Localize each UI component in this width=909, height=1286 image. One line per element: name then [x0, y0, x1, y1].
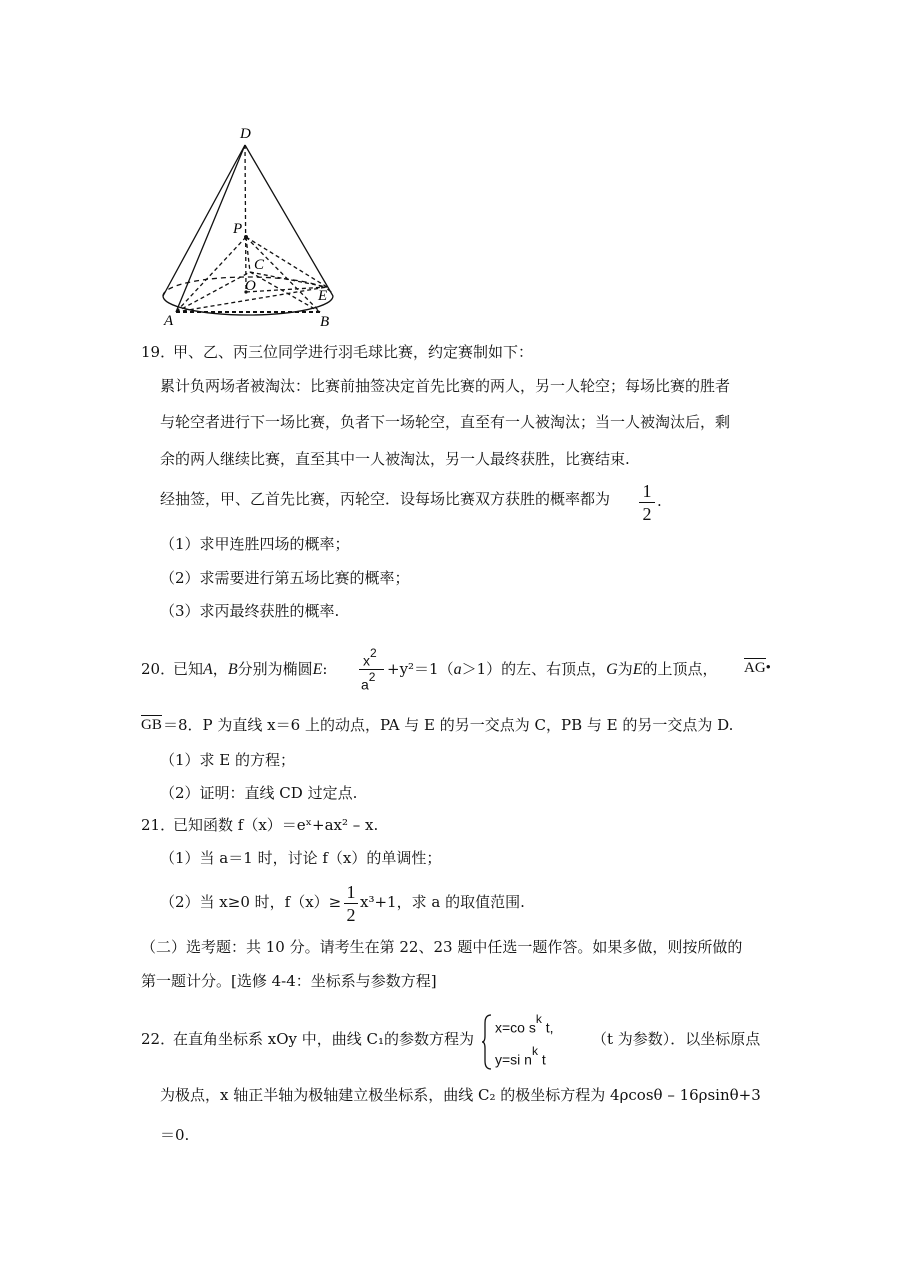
- q19-part3: （3）求丙最终获胜的概率.: [160, 602, 340, 620]
- q22-eq2-main: y=si n: [495, 1051, 532, 1068]
- q19-setup-end: .: [657, 492, 662, 510]
- q20-line2: ＝8．P 为直线 x＝6 上的动点，PA 与 E 的另一交点为 C，PB 与 E 的另一交点为 D.: [163, 716, 734, 734]
- q22-eq2-exp: k: [531, 1044, 538, 1058]
- q20-a: a: [361, 676, 369, 693]
- q20-var-a: a: [453, 661, 462, 678]
- label-P: P: [233, 221, 243, 237]
- q21-part2-b: x³+1，求 a 的取值范围.: [360, 893, 525, 911]
- q20-frac-numerator: [363, 646, 377, 669]
- q20-vector-AG: AG•: [744, 660, 771, 676]
- q22-eq2: [495, 1044, 546, 1068]
- q19-part1: （1）求甲连胜四场的概率；: [160, 535, 350, 553]
- q20-comma: ，: [212, 660, 228, 678]
- q20-number: 20．: [141, 660, 176, 678]
- q19-rule-line3: 余的两人继续比赛，直至其中一人被淘汰，另一人最终获胜，比赛结束.: [160, 450, 630, 468]
- section2-line1: （二）选考题：共 10 分。请考生在第 22、23 题中任选一题作答。如果多做，则按所做的: [141, 938, 743, 956]
- seg-C-B: [250, 272, 320, 312]
- q21-part1: （1）当 a＝1 时，讨论 f（x）的单调性；: [160, 849, 442, 867]
- q19-part2: （2）求需要进行第五场比赛的概率；: [160, 569, 410, 587]
- label-B: B: [320, 314, 330, 330]
- q20-var-A: A: [203, 661, 213, 678]
- q20-x: x: [363, 652, 370, 669]
- q21-frac-numerator: 1: [346, 882, 356, 902]
- q19-prob-numerator: 1: [642, 481, 652, 501]
- q20-var-G: G: [606, 661, 618, 678]
- label-A: A: [164, 313, 174, 329]
- q19-probability-fraction: [639, 482, 655, 523]
- q19-number: 19．: [141, 343, 176, 361]
- q20-frac-denominator: [361, 670, 376, 693]
- section2-line2: 第一题计分。[选修 4-4：坐标系与参数方程]: [141, 972, 437, 990]
- q20-vertex-text: ＞1）的左、右顶点，: [461, 660, 607, 678]
- q22-text1: 在直角坐标系 xOy 中，曲线 C₁的参数方程为: [173, 1030, 475, 1048]
- q20-line1-rest: [387, 662, 718, 678]
- q20-dot: •: [765, 660, 771, 676]
- q19-rule-line2: 与轮空者进行下一场比赛，负者下一场轮空，直至有一人被淘汰；当一人被淘汰后，剩: [160, 413, 731, 431]
- q22-eq1-end: t,: [541, 1019, 554, 1036]
- q20-part2: （2）证明：直线 CD 过定点.: [160, 784, 358, 802]
- label-C: C: [254, 257, 265, 273]
- q21-number: 21．: [141, 816, 176, 834]
- seg-P-C: [246, 237, 250, 272]
- label-E: E: [318, 288, 328, 304]
- q22-text2: （t 为参数）．以坐标原点: [592, 1030, 761, 1048]
- q20-eq: +y²＝1（: [387, 660, 454, 678]
- q20-top-vertex: 的上顶点，: [642, 660, 718, 678]
- cone-figure: [0, 0, 909, 340]
- q22-line2: 为极点，x 轴正半轴为极轴建立极坐标系，曲线 C₂ 的极坐标方程为 4ρcosθ – 16ρsinθ+3: [160, 1086, 761, 1104]
- label-D: D: [240, 126, 251, 142]
- label-O: O: [245, 278, 256, 294]
- q20-vector-GB: GB: [141, 717, 162, 733]
- q20-a-exp: 2: [368, 670, 376, 684]
- seg-P-A: [176, 237, 246, 312]
- q20-text-known: 已知: [173, 660, 204, 678]
- q19-prob-denominator: 2: [642, 504, 652, 524]
- q20-text-ellipse: 分别为椭圆: [237, 660, 313, 678]
- q19-setup: 经抽签，甲、乙首先比赛，丙轮空．设每场比赛双方获胜的概率都为: [160, 490, 611, 508]
- q19-intro: 甲、乙、丙三位同学进行羽毛球比赛，约定赛制如下：: [173, 343, 534, 361]
- q20-wei: 为: [617, 660, 633, 678]
- q22-eq1: [495, 1012, 554, 1036]
- q21-part2-a: （2）当 x≥0 时，f（x）≥: [160, 893, 342, 911]
- q21-fraction: [344, 883, 358, 924]
- q20-x-exp: 2: [370, 646, 377, 660]
- seg-P-B: [246, 237, 320, 312]
- q20-var-E: E: [312, 661, 323, 678]
- axis-D-O: [245, 145, 246, 292]
- q22-eq1-exp: k: [535, 1012, 542, 1026]
- q22-eq2-end: t: [537, 1051, 546, 1068]
- q21-stem: 已知函数 f（x）＝eˣ+ax² – x.: [173, 816, 379, 834]
- q22-line3: ＝0.: [160, 1126, 190, 1144]
- q20-colon: :: [322, 660, 328, 678]
- q20-line1: [173, 662, 327, 678]
- q20-var-E2: E: [632, 661, 643, 678]
- q22-eq1-main: x=co s: [495, 1019, 536, 1036]
- q22-number: 22．: [141, 1030, 176, 1048]
- q19-rule-line1: 累计负两场者被淘汰：比赛前抽签决定首先比赛的两人，另一人轮空；每场比赛的胜者: [160, 377, 731, 395]
- q21-frac-denominator: 2: [346, 905, 356, 925]
- q20-part1: （1）求 E 的方程；: [160, 751, 296, 769]
- q22-brace: [481, 1013, 493, 1071]
- q20-var-B: B: [227, 661, 238, 678]
